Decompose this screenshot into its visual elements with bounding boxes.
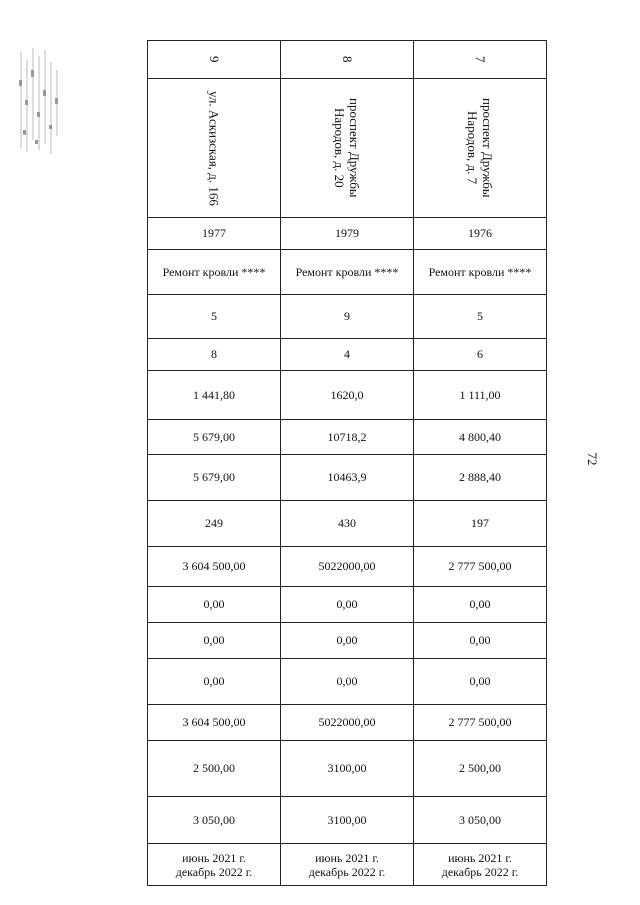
- row-entrances: [148, 339, 547, 371]
- row-residents: [148, 501, 547, 547]
- cell-period: [414, 844, 547, 886]
- cell-num: 9: [148, 41, 281, 79]
- cell-fund-owners: 2 777 500,00: [414, 705, 547, 741]
- cell-fund-owners: 3 604 500,00: [148, 705, 281, 741]
- row-unit-cost: [148, 741, 547, 797]
- period-start: июнь 2021 г.: [315, 850, 379, 865]
- period-end: декабрь 2022 г.: [308, 864, 386, 879]
- row-fund-regional: [148, 623, 547, 659]
- cell-unit-cost: 2 500,00: [148, 741, 281, 797]
- row-area-living: [148, 455, 547, 501]
- cell-floors: 9: [281, 295, 414, 339]
- cell-max-cost: 3100,00: [281, 797, 414, 844]
- cell-area-living: 5 679,00: [148, 455, 281, 501]
- row-fund-owners: [148, 705, 547, 741]
- cell-area-total: 5 679,00: [148, 420, 281, 455]
- cell-fund-regional: 0,00: [281, 623, 414, 659]
- cell-unit-cost: 2 500,00: [414, 741, 547, 797]
- cell-year: 1977: [148, 218, 281, 250]
- cell-work-type: Ремонт кровли ****: [148, 250, 281, 295]
- cell-year: 1976: [414, 218, 547, 250]
- cell-address: проспект Дружбы Народов, д. 7: [414, 79, 547, 218]
- row-area-roof: [148, 371, 547, 420]
- cell-cost-total: 3 604 500,00: [148, 547, 281, 587]
- cell-area-roof: 1 441,80: [148, 371, 281, 420]
- cell-entrances: 8: [148, 339, 281, 371]
- cell-address: ул. Аскизская, д. 166: [148, 79, 281, 218]
- cell-fund-regional: 0,00: [414, 623, 547, 659]
- period-start: июнь 2021 г.: [448, 850, 512, 865]
- cell-max-cost: 3 050,00: [148, 797, 281, 844]
- period-end: декабрь 2022 г.: [441, 864, 519, 879]
- row-max-cost: [148, 797, 547, 844]
- cell-entrances: 4: [281, 339, 414, 371]
- data-table: [147, 40, 547, 886]
- cell-cost-total: 5022000,00: [281, 547, 414, 587]
- cell-area-total: 10718,2: [281, 420, 414, 455]
- cell-floors: 5: [414, 295, 547, 339]
- cell-fund-federal: 0,00: [148, 587, 281, 623]
- cell-fund-local: 0,00: [148, 659, 281, 705]
- row-work-type: [148, 250, 547, 295]
- cell-residents: 197: [414, 501, 547, 547]
- cell-fund-local: 0,00: [414, 659, 547, 705]
- cell-cost-total: 2 777 500,00: [414, 547, 547, 587]
- cell-year: 1979: [281, 218, 414, 250]
- cell-period: [281, 844, 414, 886]
- cell-area-living: 10463,9: [281, 455, 414, 501]
- cell-fund-federal: 0,00: [414, 587, 547, 623]
- period-end: декабрь 2022 г.: [175, 864, 253, 879]
- cell-num: 7: [414, 41, 547, 79]
- cell-area-roof: 1 111,00: [414, 371, 547, 420]
- cell-residents: 249: [148, 501, 281, 547]
- cell-period: [148, 844, 281, 886]
- row-address: [148, 79, 547, 218]
- row-cost-total: [148, 547, 547, 587]
- cell-fund-owners: 5022000,00: [281, 705, 414, 741]
- cell-area-roof: 1620,0: [281, 371, 414, 420]
- cell-work-type: Ремонт кровли ****: [414, 250, 547, 295]
- row-fund-local: [148, 659, 547, 705]
- row-fund-federal: [148, 587, 547, 623]
- cell-floors: 5: [148, 295, 281, 339]
- cell-residents: 430: [281, 501, 414, 547]
- cell-area-living: 2 888,40: [414, 455, 547, 501]
- row-period: [148, 844, 547, 886]
- cell-num: 8: [281, 41, 414, 79]
- row-year: [148, 218, 547, 250]
- cell-entrances: 6: [414, 339, 547, 371]
- cell-area-total: 4 800,40: [414, 420, 547, 455]
- row-area-total: [148, 420, 547, 455]
- cell-unit-cost: 3100,00: [281, 741, 414, 797]
- row-number: [148, 41, 547, 79]
- period-start: июнь 2021 г.: [182, 850, 246, 865]
- cell-fund-local: 0,00: [281, 659, 414, 705]
- cell-fund-regional: 0,00: [148, 623, 281, 659]
- cell-fund-federal: 0,00: [281, 587, 414, 623]
- cell-address: проспект Дружбы Народов, д. 20: [281, 79, 414, 218]
- row-floors: [148, 295, 547, 339]
- cell-work-type: Ремонт кровли ****: [281, 250, 414, 295]
- page-number: 72: [585, 452, 600, 466]
- margin-stamp-mark: [15, 40, 63, 158]
- cell-max-cost: 3 050,00: [414, 797, 547, 844]
